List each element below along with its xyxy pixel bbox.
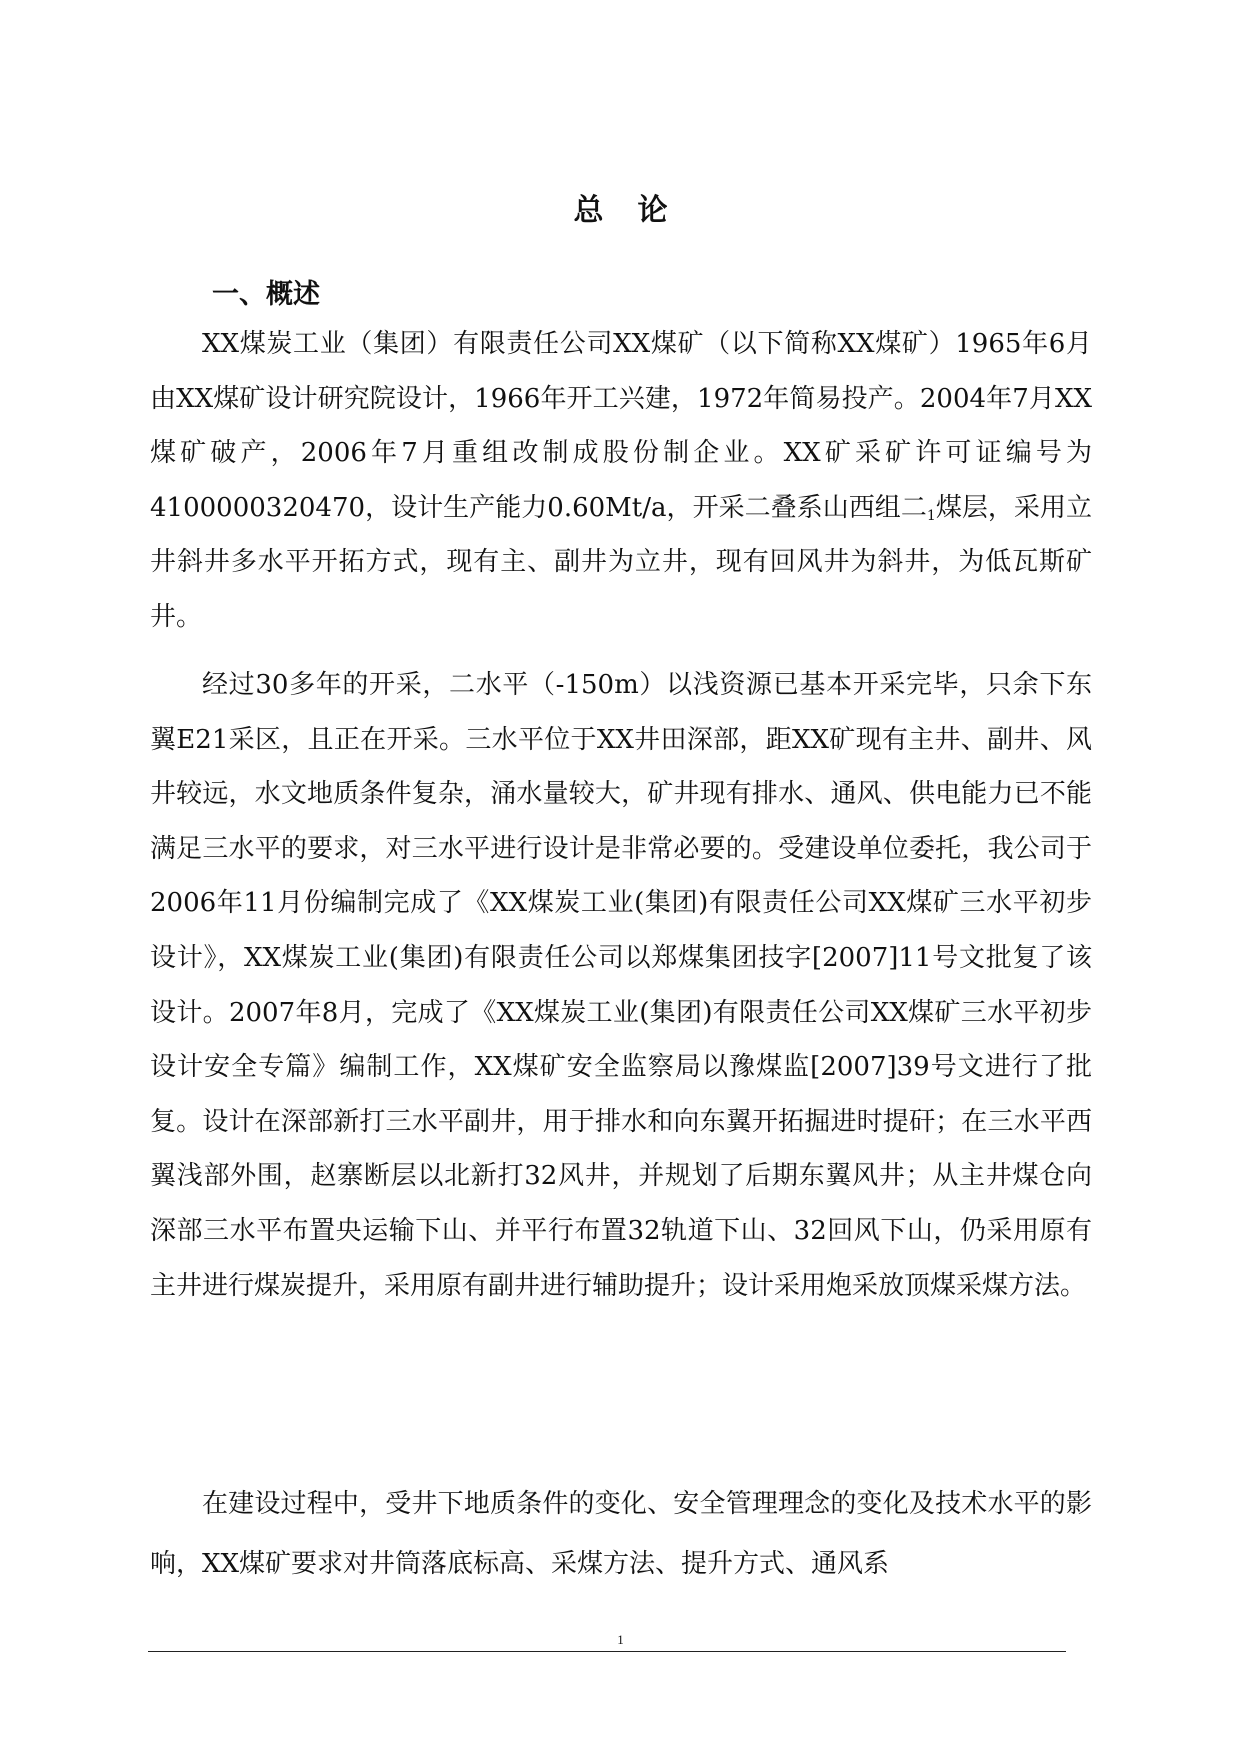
- paragraph-1-text: [150, 317, 1092, 645]
- footer-divider: [148, 1651, 1066, 1652]
- page-title-char-2: 论: [637, 193, 668, 228]
- page-title-char-1: 总: [573, 193, 604, 228]
- paragraph-1: [150, 317, 1092, 645]
- section-heading: 一、概述: [212, 279, 320, 310]
- paragraph-1-part-a: XX煤炭工业（集团）有限责任公司XX煤矿（以下简称XX煤矿）1965年6月由XX煤矿设计研究院设计，1966年开工兴建，1972年简易投产。2004年7月XX煤矿破产，2006年7月重组改制成股份制企业。XX矿采矿许可证编号为4100000320470，设计生产能力0.60Mt/a，开采二叠系山西组二: [150, 329, 1092, 523]
- seam-subscript: 1: [926, 507, 936, 524]
- page-title: [0, 185, 1241, 229]
- paragraph-3-text: 在建设过程中，受井下地质条件的变化、安全管理理念的变化及技术水平的影响，XX煤矿要求对井筒落底标高、采煤方法、提升方式、通风系: [150, 1489, 1092, 1579]
- paragraph-1-part-b: 煤层，采用立井斜井多水平开拓方式，现有主、副井为立井，现有回风井为斜井，为低瓦斯矿井。: [150, 492, 1092, 632]
- paragraph-2: [150, 658, 1092, 1313]
- page-number: 1: [617, 1632, 624, 1647]
- paragraph-3: [150, 1474, 1092, 1594]
- paragraph-2-text: 经过30多年的开采，二水平（-150m）以浅资源已基本开采完毕，只余下东翼E21采区，且正在开采。三水平位于XX井田深部，距XX矿现有主井、副井、风井较远，水文地质条件复杂，涌水量较大，矿井现有排水、通风、供电能力已不能满足三水平的要求，对三水平进行设计是非常必要的。受建设单位委托，我公司于2006年11月份编制完成了《XX煤炭工业(集团)有限责任公司XX煤矿三水平初步设计》，XX煤炭工业(集团)有限责任公司以郑煤集团技字[2007]11号文批复了该设计。2007年8月，完成了《XX煤炭工业(集团)有限责任公司XX煤矿三水平初步设计安全专篇》编制工作，XX煤矿安全监察局以豫煤监[2007]39号文进行了批复。设计在深部新打三水平副井，用于排水和向东翼开拓掘进时提矸；在三水平西翼浅部外围，赵寨断层以北新打32风井，并规划了后期东翼风井；从主井煤仓向深部三水平布置央运输下山、并平行布置32轨道下山、32回风下山，仍采用原有主井进行煤炭提升，采用原有副井进行辅助提升；设计采用炮采放顶煤采煤方法。: [150, 670, 1092, 1301]
